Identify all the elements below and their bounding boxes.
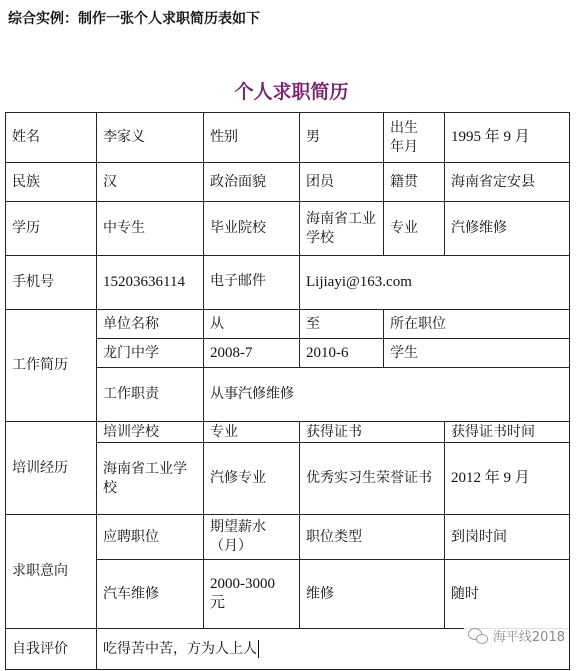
intention-type: 维修	[299, 559, 445, 629]
training-school: 海南省工业学校	[96, 442, 204, 515]
intention-start: 随时	[444, 559, 570, 629]
major-value: 汽修维修	[444, 201, 570, 256]
training-header-major: 专业	[203, 421, 300, 443]
gender-value: 男	[299, 112, 384, 163]
political-label: 政治面貌	[203, 162, 300, 202]
work-section-label: 工作简历	[5, 309, 97, 422]
document-heading: 综合实例：制作一张个人求职简历表如下	[8, 11, 260, 27]
gender-label: 性别	[203, 112, 300, 163]
school-value: 海南省工业学校	[299, 201, 384, 256]
birth-value: 1995 年 9 月	[444, 112, 570, 163]
intention-position: 汽车维修	[96, 559, 204, 629]
ethnicity-value: 汉	[96, 162, 204, 202]
name-value: 李家义	[96, 112, 204, 163]
intention-section-label: 求职意向	[5, 514, 97, 629]
origin-label: 籍贯	[383, 162, 445, 202]
work-header-from: 从	[203, 309, 300, 339]
work-unit: 龙门中学	[96, 338, 204, 368]
self-eval-value[interactable]: 吃得苦中苦，方为人上人	[96, 628, 570, 670]
ethnicity-label: 民族	[5, 162, 97, 202]
training-cert: 优秀实习生荣誉证书	[299, 442, 445, 515]
work-header-position: 所在职位	[383, 309, 570, 339]
intention-header-start: 到岗时间	[444, 514, 570, 560]
school-label: 毕业院校	[203, 201, 300, 256]
training-header-school: 培训学校	[96, 421, 204, 443]
birth-label: 出生年月	[383, 112, 445, 163]
training-major: 汽修专业	[203, 442, 300, 515]
name-label: 姓名	[5, 112, 97, 163]
training-section-label: 培训经历	[5, 421, 97, 515]
education-label: 学历	[5, 201, 97, 256]
work-to: 2010-6	[299, 338, 384, 368]
email-label: 电子邮件	[203, 255, 300, 310]
intention-salary: 2000-3000 元	[203, 559, 300, 629]
work-header-unit: 单位名称	[96, 309, 204, 339]
training-header-cert-time: 获得证书时间	[444, 421, 570, 443]
political-value: 团员	[299, 162, 384, 202]
text-cursor	[258, 640, 259, 658]
training-header-cert: 获得证书	[299, 421, 445, 443]
phone-label: 手机号	[5, 255, 97, 310]
watermark-text: 海平线2018	[492, 630, 565, 645]
self-eval-label: 自我评价	[5, 628, 97, 670]
resume-title: 个人求职简历	[234, 81, 349, 103]
work-duty-label: 工作职责	[96, 367, 204, 422]
intention-header-type: 职位类型	[299, 514, 445, 560]
phone-value: 15203636114	[96, 255, 204, 310]
work-position: 学生	[383, 338, 570, 368]
training-cert-time: 2012 年 9 月	[444, 442, 570, 515]
major-label: 专业	[383, 201, 445, 256]
email-value: Lijiayi@163.com	[299, 255, 570, 310]
work-from: 2008-7	[203, 338, 300, 368]
work-duty-value: 从事汽修维修	[203, 367, 570, 422]
education-value: 中专生	[96, 201, 204, 256]
wechat-icon	[468, 628, 488, 644]
intention-header-salary: 期望薪水（月）	[203, 514, 300, 560]
intention-header-position: 应聘职位	[96, 514, 204, 560]
watermark	[464, 624, 569, 647]
work-header-to: 至	[299, 309, 384, 339]
origin-value: 海南省定安县	[444, 162, 570, 202]
